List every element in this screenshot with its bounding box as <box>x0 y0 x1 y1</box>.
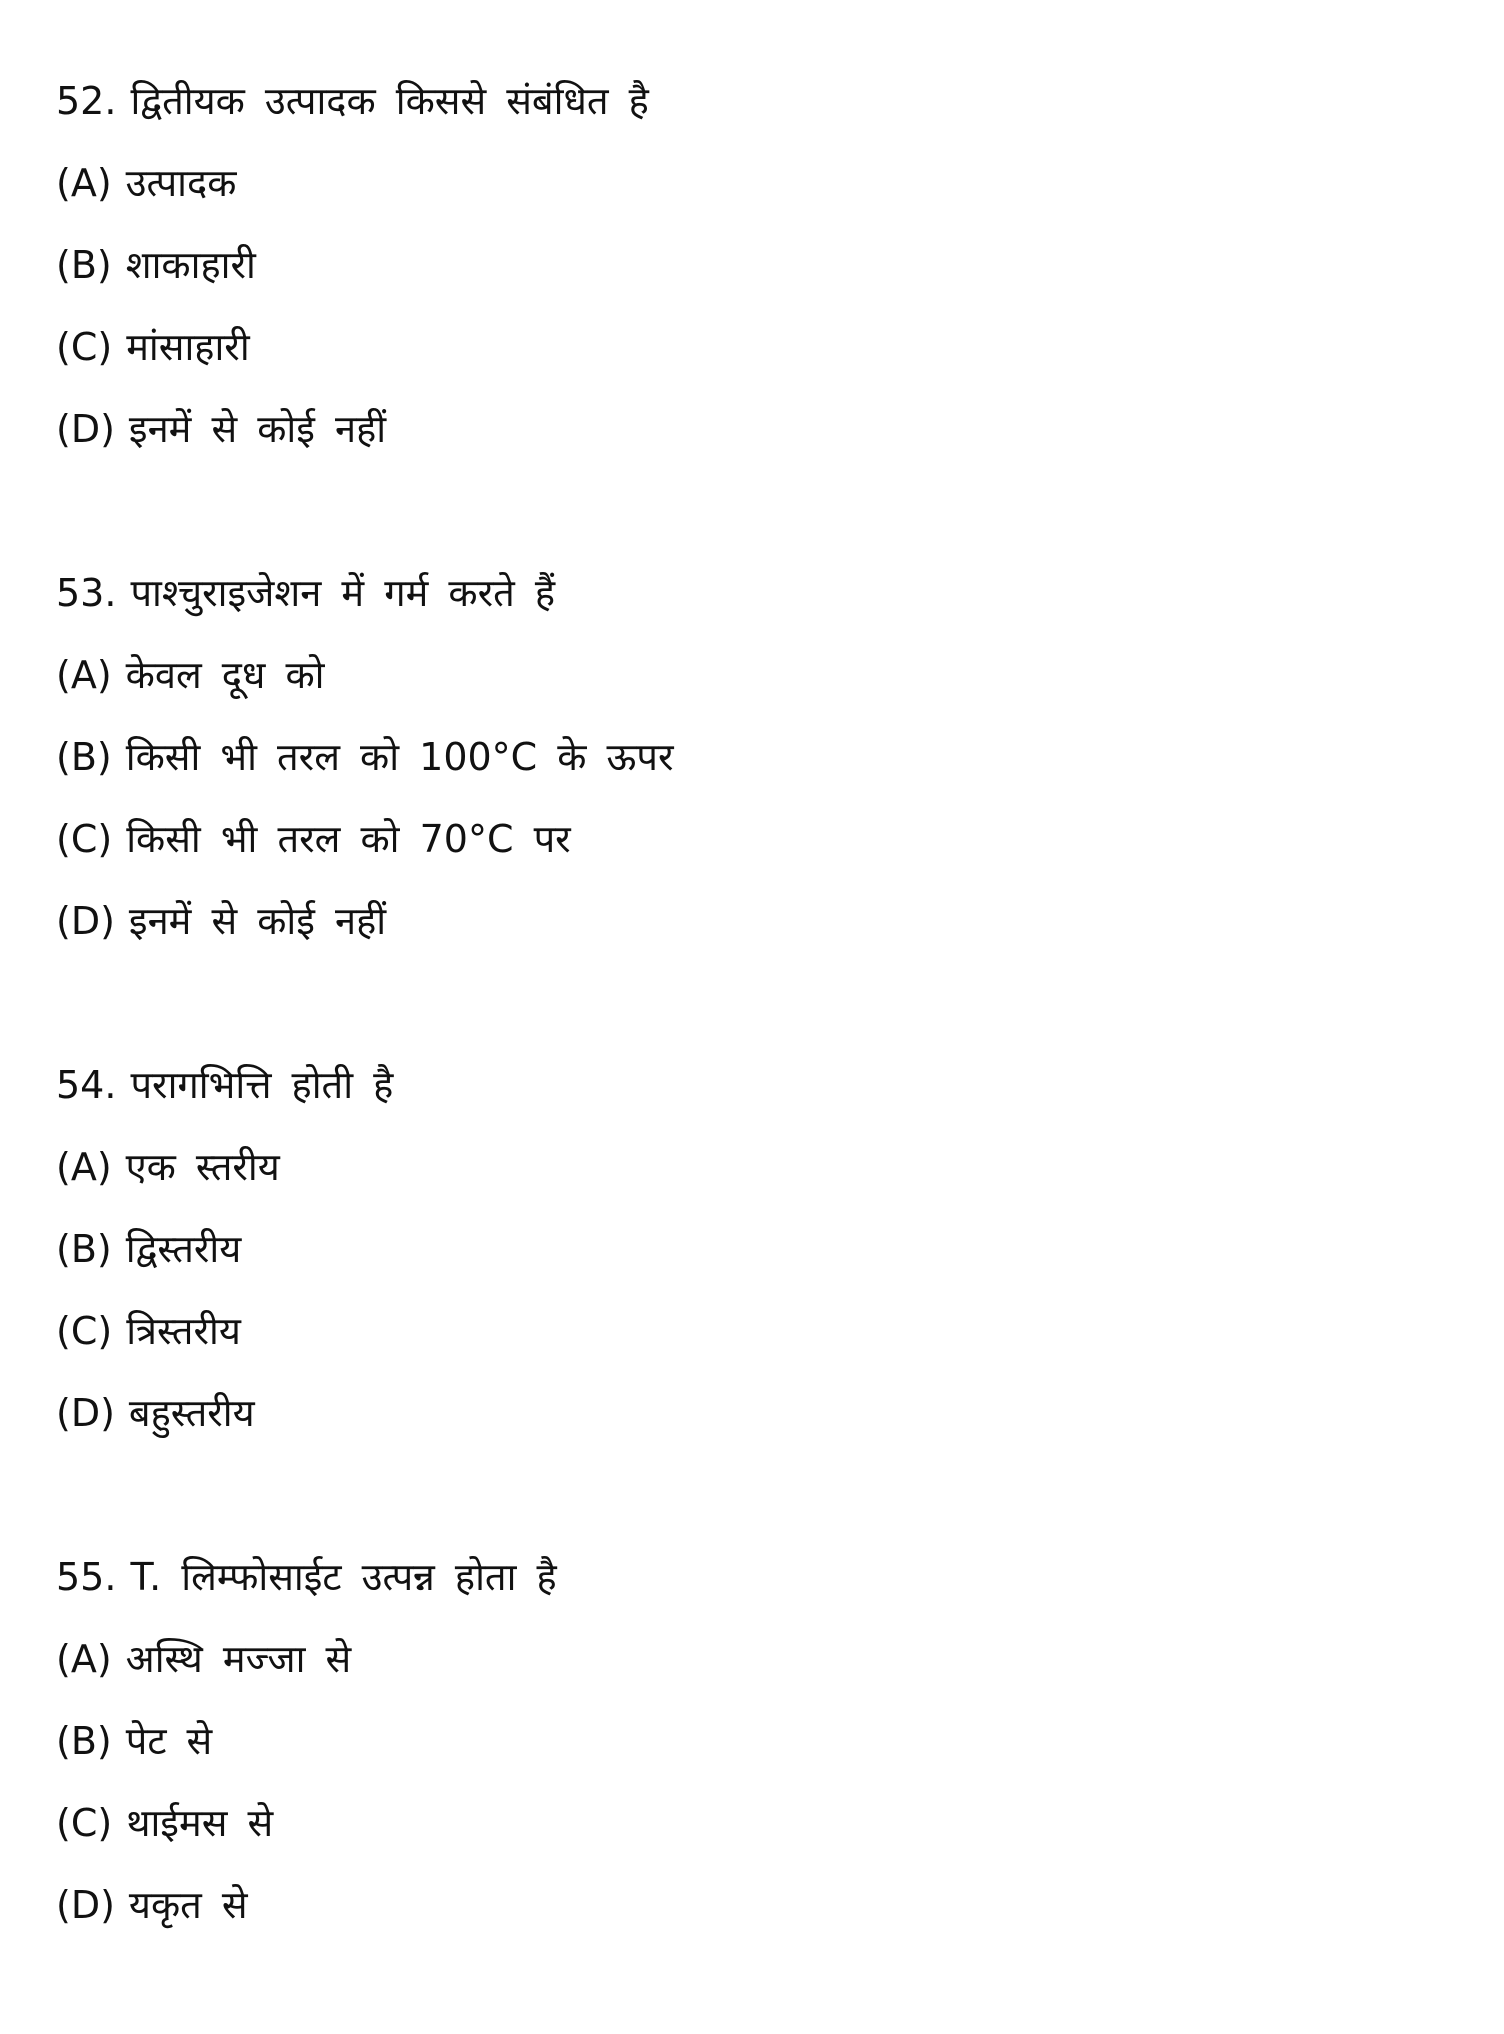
option-label: (A) <box>56 1637 112 1681</box>
question-number: 54. <box>56 1063 117 1107</box>
option-label: (D) <box>56 899 115 943</box>
option-text: बहुस्तरीय <box>128 1391 255 1435</box>
question-54 <box>56 1044 674 1454</box>
option-a <box>56 142 674 224</box>
question-stem <box>56 60 674 142</box>
option-label: (C) <box>56 817 113 861</box>
question-55 <box>56 1536 674 1946</box>
question-stem <box>56 552 674 634</box>
option-text: उत्पादक <box>125 161 237 205</box>
option-label: (D) <box>56 1883 115 1927</box>
option-c <box>56 798 674 880</box>
option-label: (C) <box>56 1801 113 1845</box>
question-text: परागभित्ति होती है <box>130 1063 394 1107</box>
option-text: त्रिस्तरीय <box>126 1309 241 1353</box>
question-52 <box>56 60 674 470</box>
option-label: (D) <box>56 407 115 451</box>
option-label: (A) <box>56 161 112 205</box>
option-label: (C) <box>56 325 113 369</box>
question-53 <box>56 552 674 962</box>
option-text: थाईमस से <box>126 1801 274 1845</box>
option-text: द्विस्तरीय <box>125 1227 242 1271</box>
option-b <box>56 224 674 306</box>
question-number: 53. <box>56 571 117 615</box>
option-d <box>56 880 674 962</box>
option-b <box>56 1700 674 1782</box>
option-text: शाकाहारी <box>125 243 256 287</box>
option-d <box>56 1372 674 1454</box>
option-label: (A) <box>56 653 112 697</box>
question-number: 52. <box>56 79 117 123</box>
question-stem <box>56 1044 674 1126</box>
option-text: एक स्तरीय <box>125 1145 280 1189</box>
question-number: 55. <box>56 1555 117 1599</box>
option-a <box>56 1618 674 1700</box>
option-label: (B) <box>56 1719 112 1763</box>
question-text: T. लिम्फोसाईट उत्पन्न होता है <box>130 1555 557 1599</box>
option-text: इनमें से कोई नहीं <box>128 899 387 943</box>
option-b <box>56 1208 674 1290</box>
option-text: किसी भी तरल को 100°C के ऊपर <box>125 735 674 779</box>
option-label: (B) <box>56 1227 112 1271</box>
question-text: द्वितीयक उत्पादक किससे संबंधित है <box>130 79 649 123</box>
option-c <box>56 1290 674 1372</box>
option-a <box>56 1126 674 1208</box>
question-sheet <box>56 60 674 2028</box>
option-d <box>56 388 674 470</box>
option-text: यकृत से <box>128 1883 248 1927</box>
option-text: पेट से <box>125 1719 213 1763</box>
option-label: (B) <box>56 735 112 779</box>
option-text: मांसाहारी <box>126 325 250 369</box>
option-text: इनमें से कोई नहीं <box>128 407 387 451</box>
question-text: पाश्चुराइजेशन में गर्म करते हैं <box>130 571 556 615</box>
option-a <box>56 634 674 716</box>
option-c <box>56 1782 674 1864</box>
question-stem <box>56 1536 674 1618</box>
option-d <box>56 1864 674 1946</box>
option-label: (A) <box>56 1145 112 1189</box>
option-label: (C) <box>56 1309 113 1353</box>
option-label: (D) <box>56 1391 115 1435</box>
option-text: केवल दूध को <box>125 653 325 697</box>
option-text: अस्थि मज्जा से <box>125 1637 352 1681</box>
option-text: किसी भी तरल को 70°C पर <box>126 817 571 861</box>
option-label: (B) <box>56 243 112 287</box>
option-b <box>56 716 674 798</box>
option-c <box>56 306 674 388</box>
